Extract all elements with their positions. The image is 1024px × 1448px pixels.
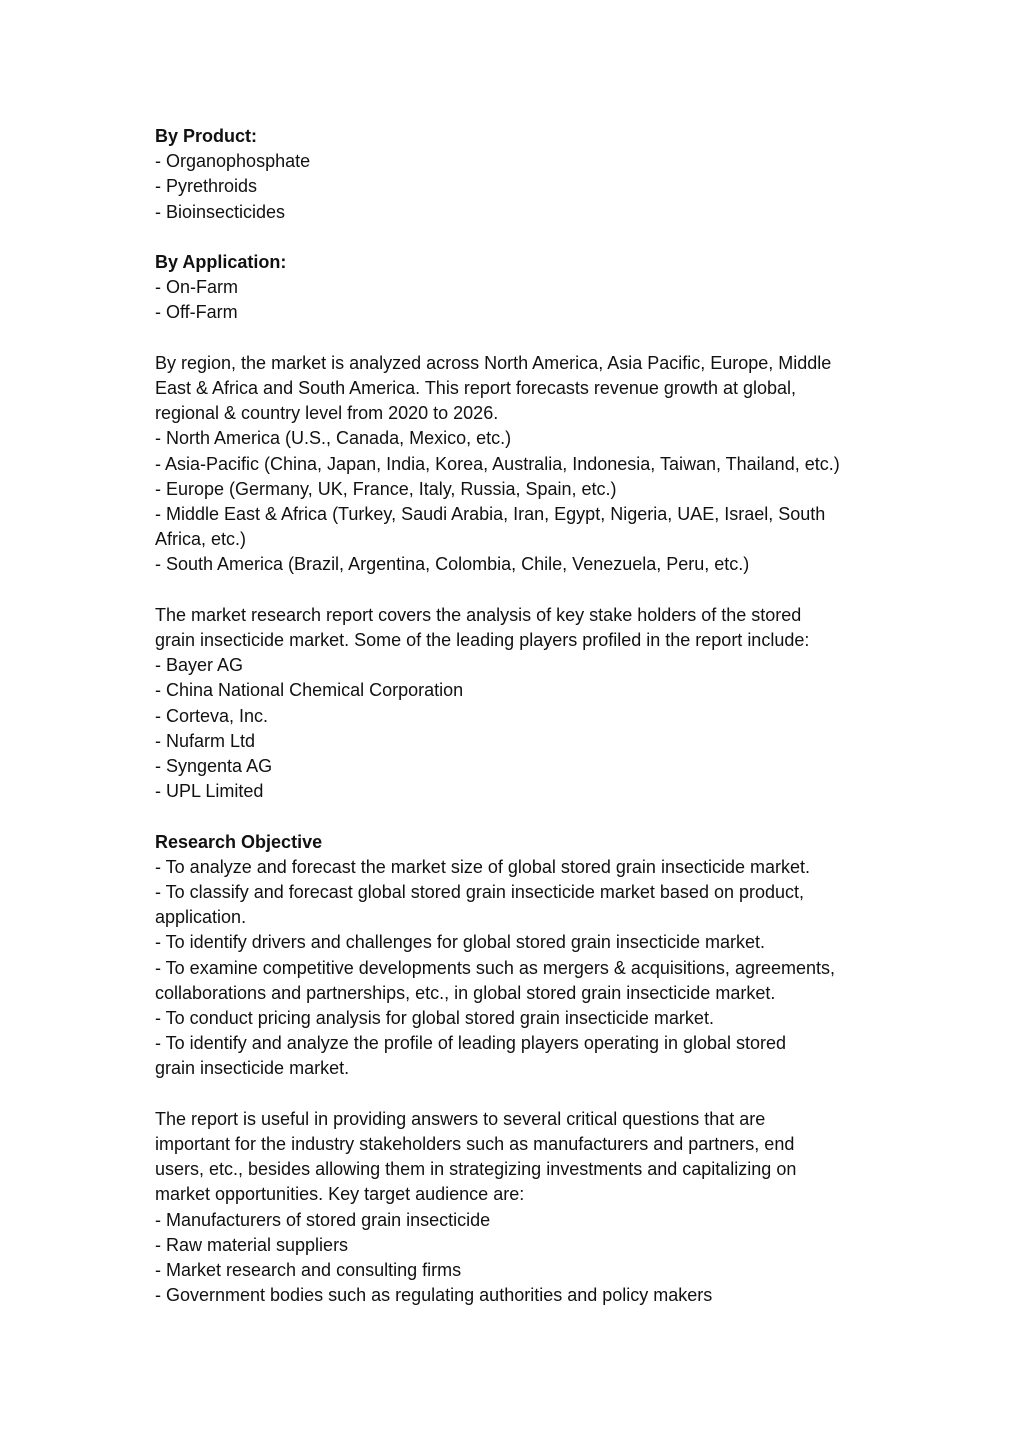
list-item: - North America (U.S., Canada, Mexico, etc.) — [155, 428, 512, 449]
list-item: - Middle East & Africa (Turkey, Saudi Arabia, Iran, Egypt, Nigeria, UAE, Israel, South — [155, 504, 826, 525]
list-item-continuation: grain insecticide market. — [155, 1058, 350, 1079]
list-item: - Nufarm Ltd — [155, 730, 256, 751]
paragraph-line: grain insecticide market. Some of the leading players profiled in the report include: — [155, 630, 810, 651]
list-item: - To classify and forecast global stored grain insecticide market based on product, — [155, 882, 805, 903]
list-item: - Syngenta AG — [155, 756, 273, 777]
list-item: - Organophosphate — [155, 151, 311, 172]
list-item: - Europe (Germany, UK, France, Italy, Russia, Spain, etc.) — [155, 478, 617, 499]
by-application-heading: By Application: — [155, 252, 287, 272]
list-item: - Government bodies such as regulating authorities and policy makers — [155, 1285, 713, 1306]
paragraph-line: The market research report covers the analysis of key stake holders of the stored — [155, 604, 802, 625]
list-item: - Bioinsecticides — [155, 201, 286, 222]
list-item: - Raw material suppliers — [155, 1234, 349, 1255]
list-item: - South America (Brazil, Argentina, Colombia, Chile, Venezuela, Peru, etc.) — [155, 554, 750, 575]
list-item: - On-Farm — [155, 277, 238, 298]
list-item: - Off-Farm — [155, 302, 238, 323]
list-item: - To conduct pricing analysis for global stored grain insecticide market. — [155, 1008, 714, 1029]
list-item: - Asia-Pacific (China, Japan, India, Korea, Australia, Indonesia, Taiwan, Thailand, etc.) — [155, 453, 840, 474]
paragraph-line: The report is useful in providing answers to several critical questions that are — [155, 1108, 766, 1129]
list-item: - Pyrethroids — [155, 176, 258, 197]
paragraph-line: East & Africa and South America. This report forecasts revenue growth at global, — [155, 378, 797, 398]
list-item: - To identify drivers and challenges for global stored grain insecticide market. — [155, 932, 765, 953]
list-item: - To identify and analyze the profile of leading players operating in global stored — [155, 1033, 787, 1054]
paragraph-line: users, etc., besides allowing them in strategizing investments and capitalizing on — [155, 1159, 797, 1180]
list-item-continuation: application. — [155, 907, 247, 928]
list-item: - UPL Limited — [155, 781, 264, 802]
target-audience-section — [155, 1107, 885, 1309]
list-item-continuation: collaborations and partnerships, etc., in global stored grain insecticide market. — [155, 982, 776, 1003]
paragraph-line: regional & country level from 2020 to 2026. — [155, 403, 499, 424]
document-page — [155, 124, 885, 1308]
paragraph-line: By region, the market is analyzed across North America, Asia Pacific, Europe, Middle — [155, 352, 832, 373]
list-item-continuation: Africa, etc.) — [155, 529, 247, 550]
research-objective-heading: Research Objective — [155, 831, 323, 852]
list-item: - To analyze and forecast the market size of global stored grain insecticide market. — [155, 856, 810, 877]
list-item: - Corteva, Inc. — [155, 705, 269, 726]
list-item: - Manufacturers of stored grain insecticide — [155, 1209, 491, 1230]
paragraph-line: market opportunities. Key target audience are: — [155, 1184, 525, 1205]
list-item: - Bayer AG — [155, 655, 244, 676]
by-region-section — [155, 351, 885, 578]
list-item: - Market research and consulting firms — [155, 1260, 462, 1281]
by-product-section — [155, 124, 885, 225]
list-item: - To examine competitive developments such as mergers & acquisitions, agreements, — [155, 957, 835, 978]
by-application-section — [155, 250, 885, 326]
key-players-section — [155, 603, 885, 805]
research-objective-section — [155, 830, 885, 1082]
paragraph-line: important for the industry stakeholders such as manufacturers and partners, end — [155, 1134, 795, 1155]
by-product-heading: By Product: — [155, 126, 258, 146]
list-item: - China National Chemical Corporation — [155, 680, 464, 701]
